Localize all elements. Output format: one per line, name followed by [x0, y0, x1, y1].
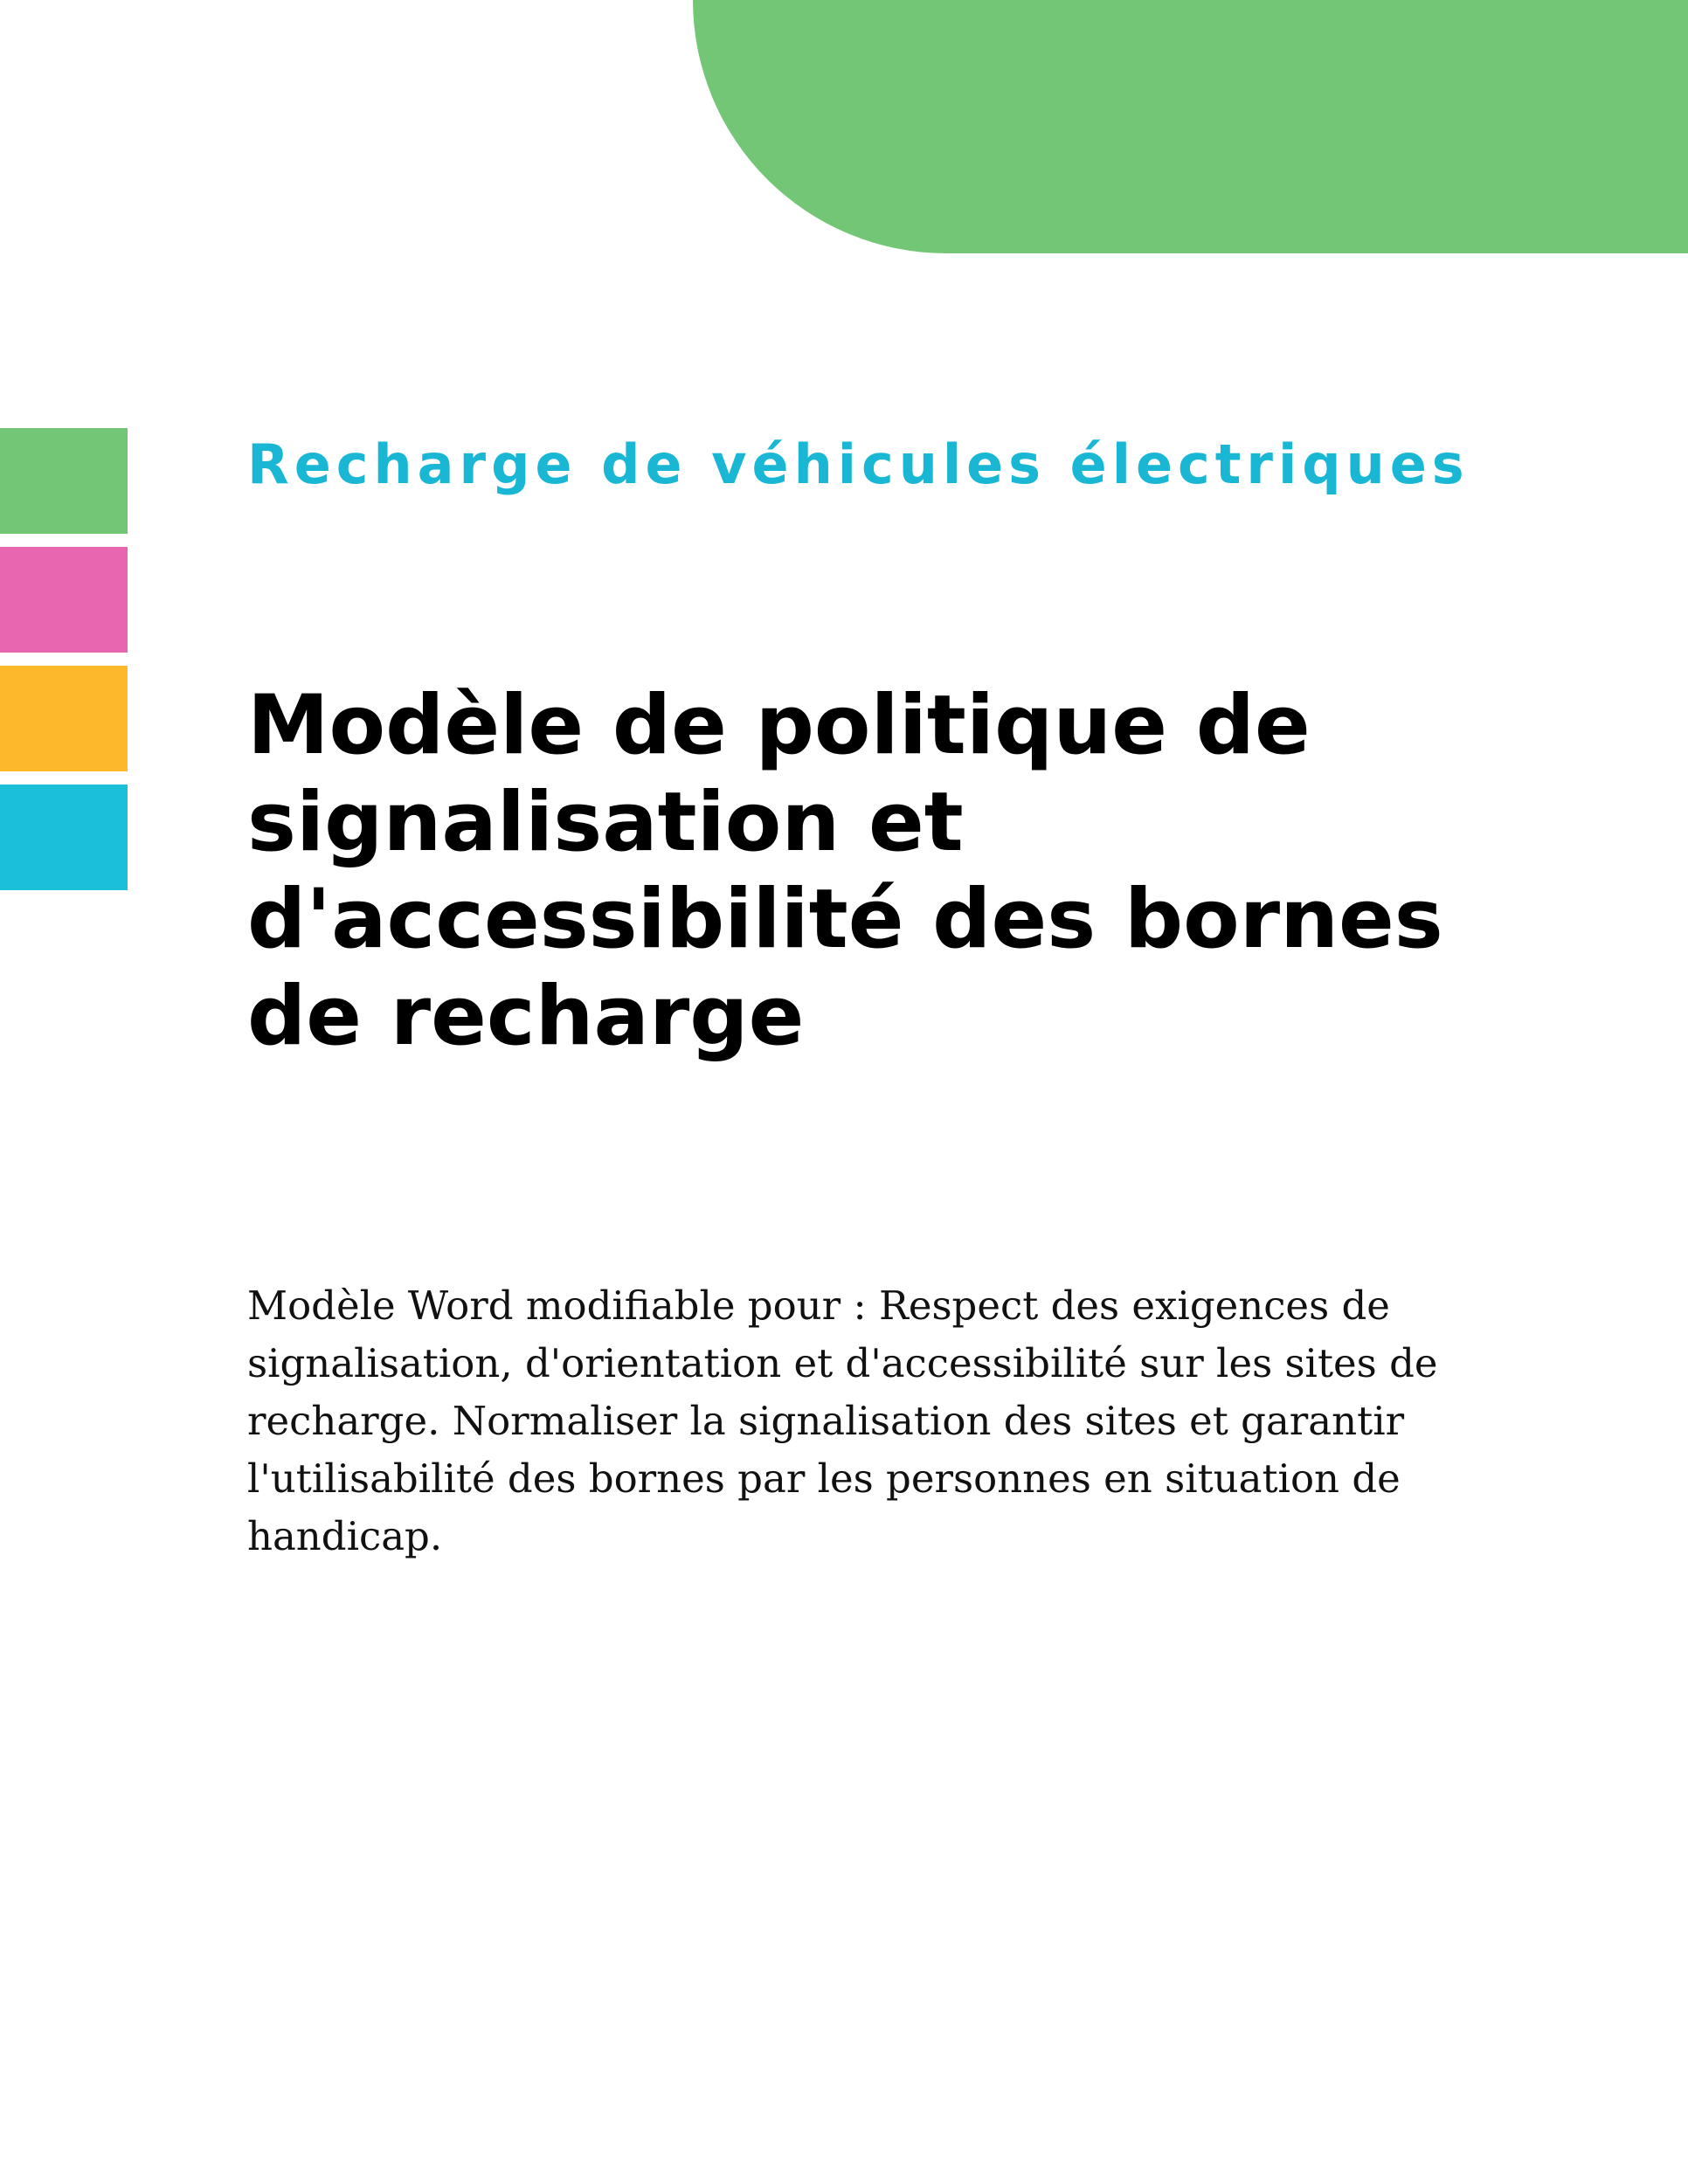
- decorative-green-shape: [693, 0, 1688, 253]
- document-subtitle: Recharge de véhicules électriques: [247, 432, 1470, 496]
- decorative-stripe-cyan: [0, 784, 128, 890]
- decorative-stripe-green: [0, 428, 128, 534]
- document-title: Modèle de politique de signalisation et d'accessibilité des bornes de recharge: [247, 678, 1443, 1064]
- decorative-stripe-pink: [0, 547, 128, 653]
- document-description: Modèle Word modifiable pour : Respect des exigences de signalisation, d'orientation et d'accessibilité sur les sites de recharge. Normaliser la signalisation des sites et garantir l'utilisabilité des bornes par les personnes en situation de handicap.: [247, 1282, 1438, 1559]
- decorative-stripe-yellow: [0, 666, 128, 771]
